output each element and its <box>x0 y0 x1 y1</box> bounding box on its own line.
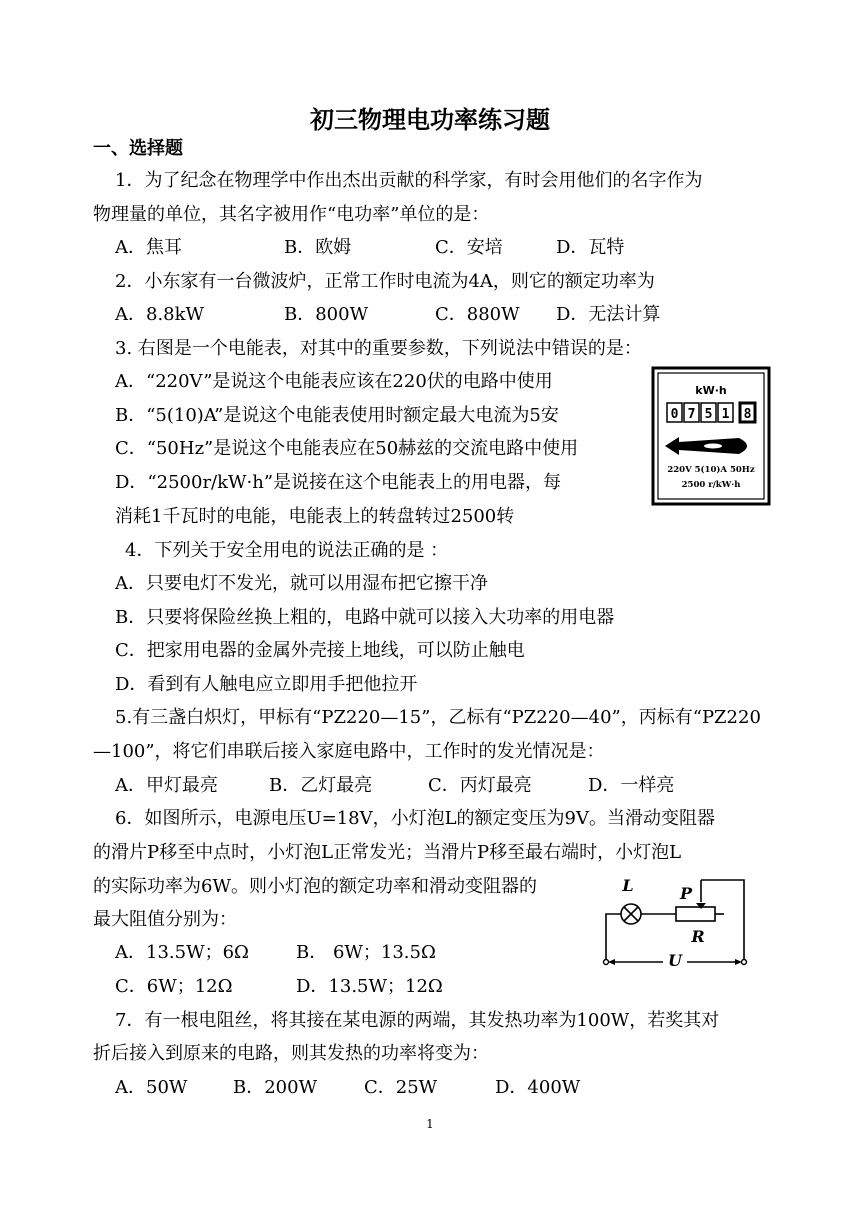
q7-option-d: D．400W <box>495 1077 581 1098</box>
section-heading: 一、选择题 <box>93 138 183 159</box>
q7-option-b: B．200W <box>233 1077 318 1098</box>
lamp-label: L <box>622 876 634 895</box>
q4-option-a: A．只要电灯不发光，就可以用湿布把它擦干净 <box>115 573 488 594</box>
q7-line1: 7．有一根电阻丝，将其接在某电源的两端，其发热功率为100W，若奖其对 <box>115 1010 720 1031</box>
q5-line1: 5.有三盏白炽灯，甲标有“PZ220—15”，乙标有“PZ220—40”，丙标有“PZ220 <box>115 707 761 728</box>
q4-option-d: D．看到有人触电应立即用手把他拉开 <box>115 674 418 695</box>
q5-option-a: A．甲灯最亮 <box>115 775 218 796</box>
page-number: 1 <box>426 1117 434 1131</box>
slider-label: P <box>679 884 693 903</box>
q1-option-b: B．欧姆 <box>284 237 352 258</box>
q2-option-a: A．8.8kW <box>115 304 205 325</box>
q4-option-b: B．只要将保险丝换上粗的，电路中就可以接入大功率的用电器 <box>115 607 615 628</box>
meter-digit: 0 <box>670 407 679 422</box>
meter-unit-label: kW·h <box>695 384 727 397</box>
q1-line2: 物理量的单位，其名字被用作“电功率”单位的是： <box>93 204 490 225</box>
q6-line3: 的实际功率为6W。则小灯泡的额定功率和滑动变阻器的 <box>93 876 537 897</box>
q2-option-d: D．无法计算 <box>556 304 661 325</box>
meter-digit: 1 <box>721 407 730 422</box>
voltage-label: U <box>668 951 682 970</box>
meter-digit-window <box>667 403 755 422</box>
circuit-diagram-figure <box>600 866 750 970</box>
q3-option-d: D．“2500r/kW·h”是说接在这个电能表上的用电器，每 <box>115 472 562 493</box>
q2-option-b: B．800W <box>284 304 369 325</box>
meter-spec-line1: 220V 5(10)A 50Hz <box>667 465 755 475</box>
q3-line1: 3. 右图是一个电能表，对其中的重要参数，下列说法中错误的是： <box>115 338 642 359</box>
q7-option-a: A．50W <box>115 1077 188 1098</box>
meter-digit: 5 <box>704 407 713 422</box>
q4-option-c: C．把家用电器的金属外壳接上地线，可以防止触电 <box>115 640 525 661</box>
q5-option-c: C．丙灯最亮 <box>428 775 532 796</box>
q5-option-b: B．乙灯最亮 <box>269 775 373 796</box>
lamp-icon <box>621 904 641 924</box>
meter-rotating-disc-icon <box>665 437 747 455</box>
q3-option-a: A．“220V”是说这个电能表应该在220伏的电路中使用 <box>115 371 553 392</box>
q1-option-a: A．焦耳 <box>115 237 182 258</box>
meter-spec-line2: 2500 r/kW·h <box>681 480 741 490</box>
q3-option-b: B．“5(10)A”是说这个电能表使用时额定最大电流为5安 <box>115 405 559 426</box>
q1-line1: 1．为了纪念在物理学中作出杰出贡献的科学家，有时会用他们的名字作为 <box>115 170 703 191</box>
q4-line1: 4．下列关于安全用电的说法正确的是 ： <box>125 540 449 561</box>
q2-option-c: C．880W <box>435 304 520 325</box>
q6-option-d: D．13.5W；12Ω <box>296 976 443 997</box>
q6-line1: 6．如图所示，电源电压U=18V，小灯泡L的额定变压为9V。当滑动变阻器 <box>115 808 716 829</box>
q1-option-d: D．瓦特 <box>556 237 625 258</box>
meter-digit-decimal: 8 <box>743 407 752 422</box>
q5-option-d: D．一样亮 <box>588 775 675 796</box>
resistor-icon <box>676 907 715 921</box>
q7-line2: 折后接入到原来的电路，则其发热的功率将变为： <box>93 1043 489 1064</box>
q5-line2: —100”，将它们串联后接入家庭电路中，工作时的发光情况是： <box>93 741 605 762</box>
q3-option-d-cont: 消耗1千瓦时的电能，电能表上的转盘转过2500转 <box>115 506 515 527</box>
page-title: 初三物理电功率练习题 <box>310 106 550 134</box>
q1-option-c: C．安培 <box>435 237 503 258</box>
q6-option-b: B． 6W；13.5Ω <box>296 942 436 963</box>
resistor-label: R <box>691 927 705 946</box>
q6-line4: 最大阻值分别为： <box>93 909 237 930</box>
electric-meter-figure <box>651 366 771 506</box>
q6-line2: 的滑片P移至中点时，小灯泡L正常发光；当滑片P移至最右端时，小灯泡L <box>93 842 682 863</box>
q3-option-c: C．“50Hz”是说这个电能表应在50赫兹的交流电路中使用 <box>115 438 579 459</box>
q7-option-c: C．25W <box>364 1077 438 1098</box>
meter-digit: 7 <box>687 407 696 422</box>
q2-line1: 2．小东家有一台微波炉，正常工作时电流为4A，则它的额定功率为 <box>115 271 655 292</box>
q6-option-a: A．13.5W；6Ω <box>115 942 249 963</box>
q6-option-c: C．6W；12Ω <box>115 976 233 997</box>
